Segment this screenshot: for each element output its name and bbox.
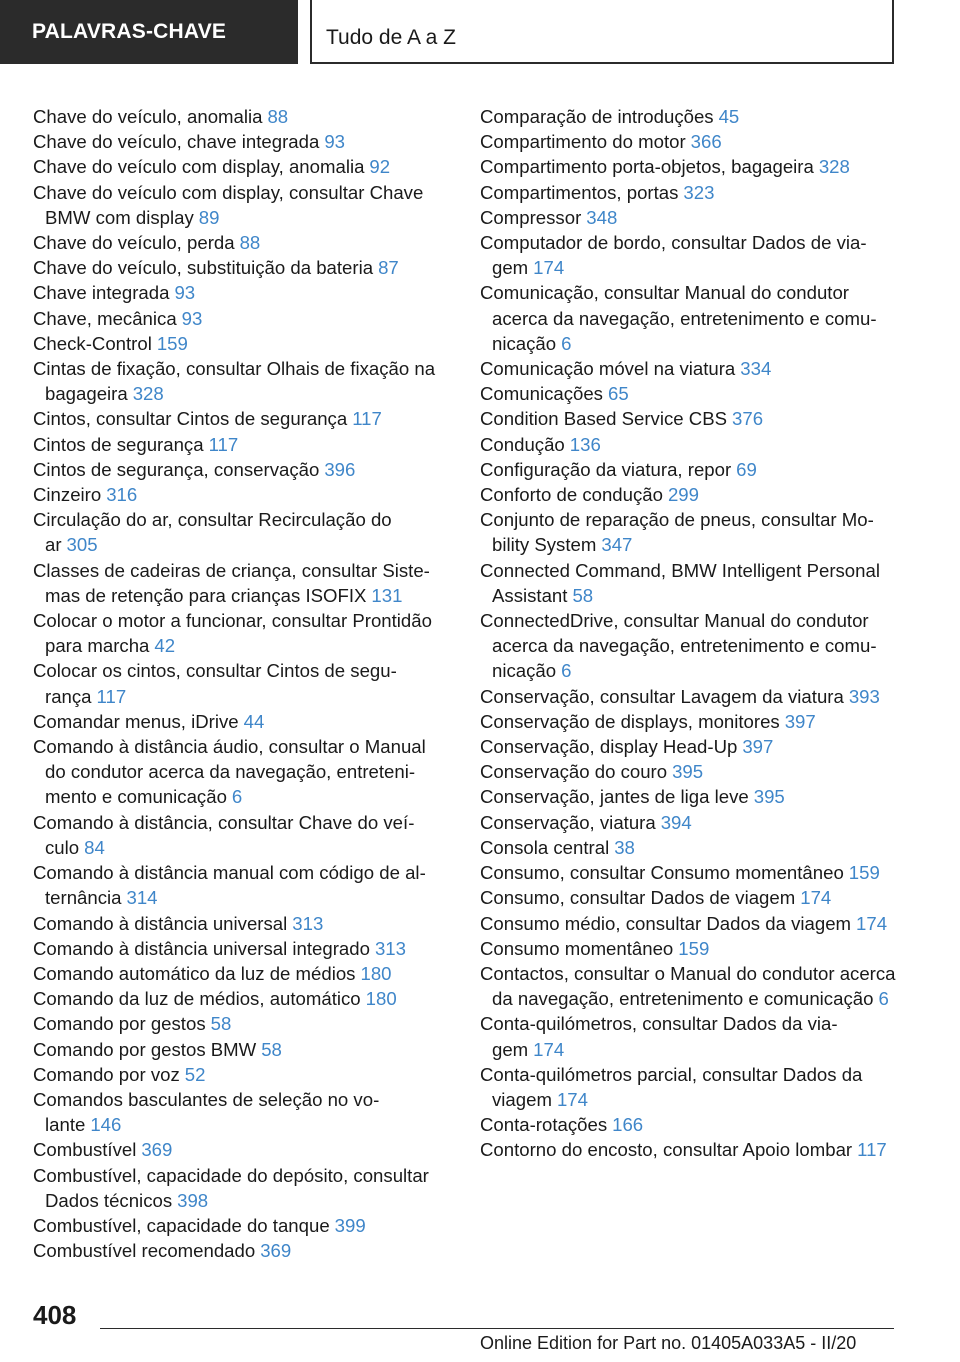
index-entry — [33, 558, 445, 608]
index-entry — [33, 356, 445, 406]
entry-term: Comando da luz de médios, automático — [33, 988, 361, 1010]
page-link[interactable]: 393 — [848, 685, 880, 707]
page-link[interactable]: 117 — [352, 408, 382, 430]
page-link[interactable]: 6 — [561, 660, 572, 682]
entry-term: Conservação de displays, monitores — [480, 710, 780, 732]
page-link[interactable]: 166 — [612, 1114, 644, 1136]
page-link[interactable]: 369 — [260, 1240, 292, 1262]
page-link[interactable]: 376 — [732, 408, 764, 430]
page-link[interactable]: 93 — [174, 282, 196, 304]
header-underline — [312, 62, 894, 64]
page-link[interactable]: 328 — [132, 383, 164, 405]
entry-term: Comando à distância, consultar Chave do veículo — [33, 811, 415, 858]
index-entry — [480, 129, 900, 154]
page-link[interactable]: 117 — [857, 1139, 887, 1161]
entry-term: Conservação, jantes de liga leve — [480, 786, 749, 808]
entry-term: Comandos basculantes de seleção no volante — [33, 1088, 380, 1136]
page-link[interactable]: 174 — [556, 1088, 588, 1110]
page-link[interactable]: 180 — [360, 962, 392, 984]
page-link[interactable]: 174 — [533, 1038, 565, 1060]
entry-term: Condução — [480, 433, 565, 455]
index-entry — [480, 936, 900, 961]
entry-term: Chave do veículo, anomalia — [33, 106, 263, 127]
page-link[interactable]: 313 — [292, 912, 324, 934]
entry-term: Conservação, viatura — [480, 811, 656, 833]
index-entry — [480, 1062, 900, 1112]
entry-term: Contactos, consultar o Manual do condutor acerca da navegação, entretenimento e comunicação — [480, 962, 896, 1010]
page-link[interactable]: 88 — [267, 106, 289, 127]
entry-term: Compartimento porta-objetos, bagageira — [480, 156, 814, 178]
page-link[interactable]: 84 — [84, 836, 105, 858]
page-link[interactable]: 180 — [365, 988, 397, 1010]
page-link[interactable]: 399 — [334, 1214, 366, 1236]
entry-term: Consumo momentâneo — [480, 937, 674, 959]
index-entry — [33, 734, 445, 810]
index-entry — [480, 709, 900, 734]
index-entry — [33, 306, 445, 331]
index-entry — [33, 658, 445, 708]
index-entry — [33, 608, 445, 658]
entry-term: Chave do veículo, chave integrada — [33, 131, 320, 153]
entry-term: Combustível recomendado — [33, 1240, 256, 1262]
entry-term: Comando por voz — [33, 1063, 180, 1085]
entry-term: Consumo médio, consultar Dados da viagem — [480, 912, 852, 934]
index-entry — [480, 457, 900, 482]
entry-term: Consola central — [480, 836, 610, 858]
index-entry — [33, 810, 445, 860]
index-entry — [33, 1011, 445, 1036]
index-entry — [480, 734, 900, 759]
entry-term: Cintos, consultar Cintos de segurança — [33, 408, 348, 430]
entry-term: Circulação do ar, consultar Recirculação do ar — [33, 509, 392, 556]
index-entry — [33, 432, 445, 457]
page-link[interactable]: 52 — [184, 1063, 206, 1085]
entry-term: Conta-rotações — [480, 1114, 608, 1136]
entry-term: Comandar menus, iDrive — [33, 710, 239, 732]
page-link[interactable]: 93 — [181, 307, 203, 329]
page-link[interactable]: 65 — [607, 383, 629, 405]
page-number: 408 — [33, 1300, 77, 1330]
index-entry — [33, 1037, 445, 1062]
index-entry — [480, 205, 900, 230]
index-entry — [480, 104, 900, 129]
entry-term: Classes de cadeiras de criança, consultar Sistemas de retenção para crianças ISOFIX — [33, 559, 430, 606]
page-link[interactable]: 314 — [126, 887, 158, 909]
entry-term: Cintos de segurança, conservação — [33, 458, 320, 480]
entry-term: Comparação de introduções — [480, 106, 714, 127]
entry-term: Comando à distância universal — [33, 912, 288, 934]
index-entry — [33, 457, 445, 482]
page-link[interactable]: 397 — [784, 710, 816, 732]
index-entry — [33, 1137, 445, 1162]
page-link[interactable]: 323 — [683, 181, 715, 203]
entry-term: Conservação do couro — [480, 761, 668, 783]
index-entry — [33, 709, 445, 734]
page-link[interactable]: 334 — [740, 358, 772, 380]
page-link[interactable]: 397 — [742, 736, 774, 758]
index-entry — [480, 885, 900, 910]
page-link[interactable]: 69 — [736, 458, 757, 480]
page-link[interactable]: 44 — [243, 710, 265, 732]
index-entry — [33, 986, 445, 1011]
index-entry — [480, 558, 900, 608]
entry-term: Comando por gestos — [33, 1013, 206, 1035]
entry-term: Comando por gestos BMW — [33, 1038, 257, 1060]
page-link[interactable]: 395 — [672, 761, 704, 783]
footer-rule — [100, 1328, 894, 1329]
entry-term: Chave do veículo com display, anomalia — [33, 156, 365, 178]
page-link[interactable]: 395 — [753, 786, 785, 808]
page-link[interactable]: 131 — [371, 584, 403, 606]
entry-term: Colocar o motor a funcionar, consultar Prontidão para marcha — [33, 610, 432, 657]
entry-term: Chave, mecânica — [33, 307, 177, 329]
index-entry — [33, 1163, 445, 1213]
entry-term: Conta-quilómetros, consultar Dados da viagem — [480, 1013, 838, 1060]
page-link[interactable]: 58 — [261, 1038, 282, 1060]
index-entry — [480, 1011, 900, 1061]
index-entry — [480, 835, 900, 860]
index-entry — [33, 1087, 445, 1137]
index-entry — [480, 230, 900, 280]
page-link[interactable]: 58 — [572, 584, 594, 606]
entry-term: Compartimento do motor — [480, 131, 686, 153]
index-entry — [480, 684, 900, 709]
header-divider — [310, 0, 312, 64]
entry-term: Configuração da viatura, repor — [480, 458, 732, 480]
index-entry — [33, 507, 445, 557]
page-link[interactable]: 45 — [718, 106, 740, 127]
index-entry — [33, 406, 445, 431]
page-link[interactable]: 42 — [154, 635, 176, 657]
page-link[interactable]: 396 — [324, 458, 356, 480]
index-entry — [480, 482, 900, 507]
page-link[interactable]: 174 — [800, 887, 832, 909]
entry-term: Combustível, capacidade do depósito, consultar Dados técnicos — [33, 1164, 429, 1211]
index-entry — [480, 381, 900, 406]
page-link[interactable]: 316 — [106, 484, 138, 506]
index-entry — [480, 911, 900, 936]
index-entry — [480, 608, 900, 684]
index-entry — [480, 406, 900, 431]
entry-term: Chave do veículo, substituição da bateria — [33, 257, 374, 279]
page-link[interactable]: 299 — [667, 484, 699, 506]
page-link[interactable]: 347 — [601, 534, 633, 556]
page-link[interactable]: 146 — [90, 1114, 122, 1136]
entry-term: Comunicação móvel na viatura — [480, 358, 736, 380]
index-entry — [480, 759, 900, 784]
page-link[interactable]: 348 — [586, 206, 618, 228]
page-link[interactable]: 38 — [614, 836, 635, 858]
index-entry — [33, 936, 445, 961]
index-entry — [480, 154, 900, 179]
page-link[interactable]: 6 — [561, 332, 572, 354]
page-link[interactable]: 117 — [208, 433, 239, 455]
index-entry — [480, 784, 900, 809]
page-link[interactable]: 159 — [678, 937, 710, 959]
index-column-right — [480, 104, 900, 1163]
entry-term: Chave do veículo com display, consultar Chave BMW com display — [33, 181, 424, 228]
page-link[interactable]: 305 — [66, 534, 98, 556]
index-entry — [480, 507, 900, 557]
entry-term: Colocar os cintos, consultar Cintos de segurança — [33, 660, 397, 707]
page-link[interactable]: 58 — [210, 1013, 232, 1035]
index-entry — [33, 331, 445, 356]
index-entry — [33, 104, 445, 129]
entry-term: Comunicações — [480, 383, 603, 405]
entry-term: Compressor — [480, 206, 582, 228]
page-link[interactable]: 92 — [369, 156, 391, 178]
index-entry — [480, 280, 900, 356]
page-link[interactable]: 87 — [378, 257, 399, 279]
index-entry — [480, 356, 900, 381]
entry-term: Conta-quilómetros parcial, consultar Dados da viagem — [480, 1063, 863, 1110]
entry-term: Conforto de condução — [480, 484, 663, 506]
index-entry — [33, 1238, 445, 1263]
entry-term: Comando à distância áudio, consultar o Manual do condutor acerca da navegação, entretenimento e comunicação — [33, 736, 426, 808]
entry-term: ConnectedDrive, consultar Manual do condutor acerca da navegação, entretenimento e comunicação — [480, 610, 877, 682]
entry-term: Chave integrada — [33, 282, 170, 304]
entry-term: Consumo, consultar Dados de viagem — [480, 887, 796, 909]
index-entry — [480, 432, 900, 457]
page-link[interactable]: 89 — [198, 206, 220, 228]
entry-term: Conservação, display Head-Up — [480, 736, 738, 758]
index-entry — [480, 810, 900, 835]
entry-term: Compartimentos, portas — [480, 181, 679, 203]
page-link[interactable]: 369 — [141, 1139, 173, 1161]
entry-term: Cintos de segurança — [33, 433, 204, 455]
entry-term: Consumo, consultar Consumo momentâneo — [480, 862, 844, 884]
entry-term: Chave do veículo, perda — [33, 232, 235, 254]
index-entry — [33, 180, 445, 230]
page-link[interactable]: 88 — [239, 232, 261, 254]
page-link[interactable]: 394 — [660, 811, 692, 833]
entry-term: Combustível — [33, 1139, 137, 1161]
entry-term: Conservação, consultar Lavagem da viatura — [480, 685, 844, 707]
header-right-border — [892, 0, 894, 64]
page-link[interactable]: 313 — [374, 937, 406, 959]
entry-term: Cinzeiro — [33, 484, 102, 506]
entry-term: Comando automático da luz de médios — [33, 962, 356, 984]
index-entry — [33, 1213, 445, 1238]
entry-term: Comunicação, consultar Manual do condutor acerca da navegação, entretenimento e comunicação — [480, 282, 877, 354]
index-entry — [33, 1062, 445, 1087]
section-tab — [0, 0, 298, 64]
index-entry — [33, 129, 445, 154]
index-entry — [33, 911, 445, 936]
entry-term: Combustível, capacidade do tanque — [33, 1214, 330, 1236]
entry-term: Cintas de fixação, consultar Olhais de fixação na bagageira — [33, 358, 436, 405]
page-link[interactable]: 174 — [856, 912, 888, 934]
entry-term: Check-Control — [33, 332, 152, 354]
page-link[interactable]: 174 — [533, 257, 565, 279]
page-link[interactable]: 328 — [818, 156, 850, 178]
section-label: PALAVRAS-CHAVE — [32, 20, 227, 43]
entry-term: Computador de bordo, consultar Dados de viagem — [480, 232, 867, 279]
index-entry — [480, 961, 900, 1011]
index-entry — [480, 1137, 900, 1162]
page-link[interactable]: 159 — [848, 862, 880, 884]
entry-term: Conjunto de reparação de pneus, consultar Mobility System — [480, 509, 874, 556]
entry-term: Condition Based Service CBS — [480, 408, 728, 430]
entry-term: Comando à distância universal integrado — [33, 937, 370, 959]
index-entry — [33, 961, 445, 986]
index-entry — [33, 280, 445, 305]
index-entry — [480, 1112, 900, 1137]
page-link[interactable]: 117 — [96, 685, 127, 707]
entry-term: Connected Command, BMW Intelligent Personal Assistant — [480, 559, 880, 606]
page-link[interactable]: 398 — [177, 1189, 209, 1211]
index-entry — [480, 860, 900, 885]
index-column-left — [33, 104, 445, 1263]
page-link[interactable]: 6 — [231, 786, 243, 808]
index-entry — [33, 230, 445, 255]
page-link[interactable]: 6 — [878, 988, 889, 1010]
page-link[interactable]: 159 — [156, 332, 188, 354]
entry-term: Contorno do encosto, consultar Apoio lombar — [480, 1139, 853, 1161]
page-link[interactable]: 366 — [690, 131, 722, 153]
index-entry — [480, 180, 900, 205]
index-entry — [33, 154, 445, 179]
edition-note: Online Edition for Part no. 01405A033A5 - II/20 — [480, 1333, 857, 1353]
index-entry — [33, 860, 445, 910]
index-entry — [33, 255, 445, 280]
index-entry — [33, 482, 445, 507]
entry-term: Comando à distância manual com código de alternância — [33, 862, 426, 909]
chapter-title: Tudo de A a Z — [326, 26, 456, 49]
page-link[interactable]: 136 — [569, 433, 601, 455]
page-link[interactable]: 93 — [324, 131, 346, 153]
